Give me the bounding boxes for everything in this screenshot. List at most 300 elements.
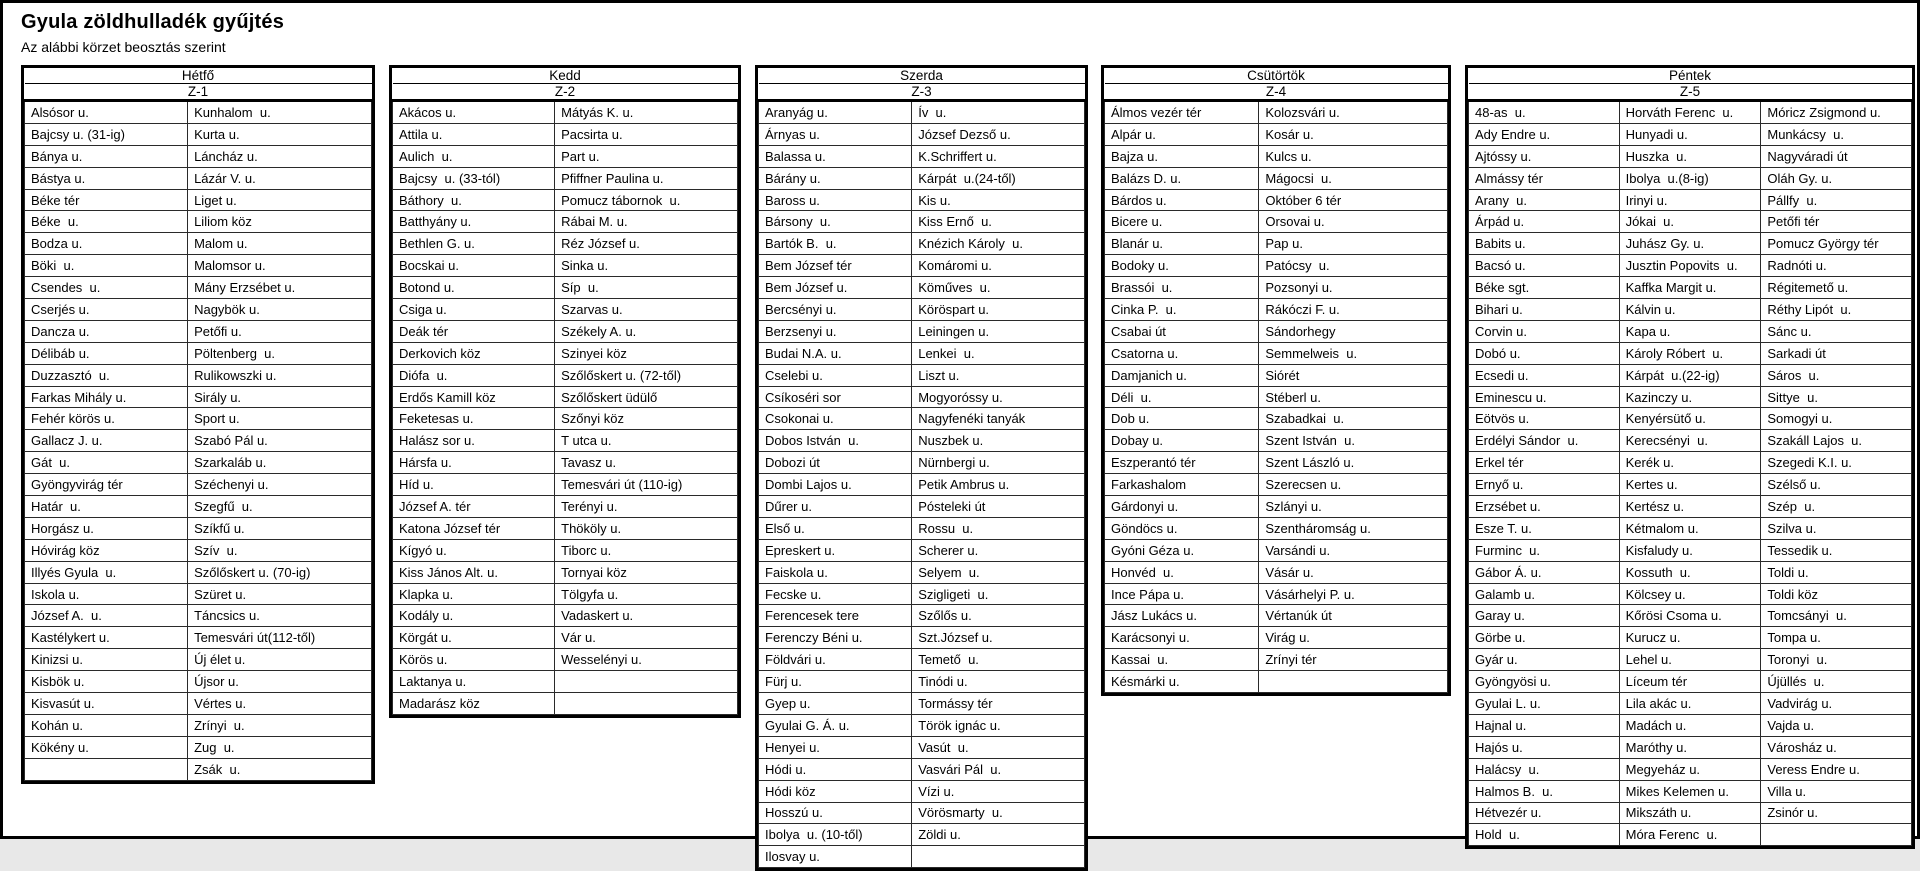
street-cell: Kulcs u. [1259,145,1448,167]
street-cell [912,846,1085,868]
street-cell: Mány Erzsébet u. [188,277,372,299]
collection-table-thursday [1101,65,1451,696]
table-row [1469,123,1912,145]
table-row [25,517,372,539]
street-cell: Szőlőskert u. (70-ig) [188,561,372,583]
street-cell: Szegedi K.I. u. [1761,452,1912,474]
street-cell: Újsor u. [188,671,372,693]
table-row [25,474,372,496]
street-cell: Tessedik u. [1761,539,1912,561]
street-cell: Fehér körös u. [25,408,188,430]
street-cell: Zöldi u. [912,824,1085,846]
street-cell: Táncsics u. [188,605,372,627]
table-row [759,517,1085,539]
street-cell: Eminescu u. [1469,386,1620,408]
table-row [25,605,372,627]
street-cell: Toldi u. [1761,561,1912,583]
table-row [25,649,372,671]
street-cell: Kárpát u.(24-től) [912,167,1085,189]
street-cell: Kiss Ernő u. [912,211,1085,233]
table-row [25,233,372,255]
street-cell: Patócsy u. [1259,255,1448,277]
table-row [393,649,738,671]
street-cell: Október 6 tér [1259,189,1448,211]
street-cell: Liliom köz [188,211,372,233]
street-cell: Horgász u. [25,517,188,539]
street-cell: Tavasz u. [555,452,738,474]
street-cell: Huszka u. [1619,145,1761,167]
table-row [393,189,738,211]
table-row [1469,649,1912,671]
day-header: Péntek [1469,68,1912,84]
table-row [1469,233,1912,255]
table-row [759,277,1085,299]
street-cell: Dűrer u. [759,496,912,518]
table-row [1469,101,1912,124]
table-row [759,430,1085,452]
street-cell: Kerecsényi u. [1619,430,1761,452]
street-cell: Báthory u. [393,189,555,211]
table-row [1105,364,1448,386]
zone-header: Z-4 [1105,84,1448,101]
street-cell: Késmárki u. [1105,671,1259,693]
table-row [393,693,738,715]
street-cell: Görbe u. [1469,627,1620,649]
table-row [1469,364,1912,386]
table-row [1469,474,1912,496]
street-cell: Mogyoróssy u. [912,386,1085,408]
collection-table-wednesday [755,65,1088,871]
table-row [759,496,1085,518]
street-cell: Ady Endre u. [1469,123,1620,145]
street-cell: Kaffka Margit u. [1619,277,1761,299]
street-cell: Földvári u. [759,649,912,671]
street-cell: Furminc u. [1469,539,1620,561]
street-cell: Sirály u. [188,386,372,408]
street-cell: Kohán u. [25,714,188,736]
table-row [1469,386,1912,408]
street-cell: Zug u. [188,736,372,758]
street-cell: Hétvezér u. [1469,802,1620,824]
street-cell: Akácos u. [393,101,555,124]
table-row [25,211,372,233]
street-cell: Kenyérsütő u. [1619,408,1761,430]
street-cell: Petik Ambrus u. [912,474,1085,496]
table-row [1469,605,1912,627]
street-cell: Szilva u. [1761,517,1912,539]
street-cell: Mágocsi u. [1259,167,1448,189]
street-cell: Szüret u. [188,583,372,605]
street-cell: Szarvas u. [555,299,738,321]
street-cell: Kálvin u. [1619,299,1761,321]
table-row [393,211,738,233]
table-row [759,583,1085,605]
table-row [25,299,372,321]
street-cell: Szt.József u. [912,627,1085,649]
table-row [759,123,1085,145]
street-cell: Lehel u. [1619,649,1761,671]
street-cell: Álmos vezér tér [1105,101,1259,124]
street-cell: Kökény u. [25,736,188,758]
street-cell: Baross u. [759,189,912,211]
street-cell: Sinka u. [555,255,738,277]
table-row [759,101,1085,124]
table-row [1105,277,1448,299]
street-cell: Körgát u. [393,627,555,649]
table-row [759,736,1085,758]
street-cell: Henyei u. [759,736,912,758]
street-cell: Gyulai L. u. [1469,693,1620,715]
street-cell: Gyár u. [1469,649,1620,671]
street-cell: Szív u. [188,539,372,561]
street-cell: Vörösmarty u. [912,802,1085,824]
table-row [25,101,372,124]
table-row [1469,693,1912,715]
street-cell: Eötvös u. [1469,408,1620,430]
street-cell: Hóvirág köz [25,539,188,561]
page-subtitle: Az alábbi körzet beosztás szerint [21,39,226,55]
table-row [759,474,1085,496]
street-cell: Kőrösi Csoma u. [1619,605,1761,627]
street-cell: Kolozsvári u. [1259,101,1448,124]
street-cell: Szent László u. [1259,452,1448,474]
street-cell: Katona József tér [393,517,555,539]
street-cell: Cselebi u. [759,364,912,386]
street-cell: Laktanya u. [393,671,555,693]
table-row [1469,452,1912,474]
street-cell: Kiss János Alt. u. [393,561,555,583]
table-row [1469,539,1912,561]
street-cell: Corvin u. [1469,320,1620,342]
street-cell: Gallacz J. u. [25,430,188,452]
table-row [1105,167,1448,189]
street-cell: Knézich Károly u. [912,233,1085,255]
table-row [1469,320,1912,342]
zone-header: Z-5 [1469,84,1912,101]
table-row [25,123,372,145]
street-cell: Garay u. [1469,605,1620,627]
street-cell: Toronyi u. [1761,649,1912,671]
street-cell: Körös u. [393,649,555,671]
table-row [393,496,738,518]
street-cell: Selyem u. [912,561,1085,583]
street-cell: Cserjés u. [25,299,188,321]
street-cell: Vértanúk út [1259,605,1448,627]
table-row [759,714,1085,736]
street-cell: Gyulai G. Á. u. [759,714,912,736]
table-row [393,167,738,189]
street-cell: Bodoky u. [1105,255,1259,277]
table-row [1105,474,1448,496]
street-cell: Szép u. [1761,496,1912,518]
table-row [759,671,1085,693]
street-cell: Juhász Gy. u. [1619,233,1761,255]
street-cell: Wesselényi u. [555,649,738,671]
street-cell: Kárpát u.(22-ig) [1619,364,1761,386]
street-cell: Mátyás K. u. [555,101,738,124]
table-row [393,299,738,321]
table-row [1469,342,1912,364]
table-row [1105,671,1448,693]
street-cell: Török ignác u. [912,714,1085,736]
table-row [393,233,738,255]
table-row [1105,145,1448,167]
street-cell: Kölcsey u. [1619,583,1761,605]
street-cell: Lenkei u. [912,342,1085,364]
table-row [393,561,738,583]
street-cell: Kunhalom u. [188,101,372,124]
street-cell: Hódi köz [759,780,912,802]
table-row [1469,167,1912,189]
table-row [1105,408,1448,430]
street-cell: Oláh Gy. u. [1761,167,1912,189]
table-row [25,167,372,189]
table-row [759,539,1085,561]
table-row [1469,277,1912,299]
street-cell: Nagyváradi út [1761,145,1912,167]
street-cell: Ferenczy Béni u. [759,627,912,649]
street-cell: Megyeház u. [1619,758,1761,780]
table-row [759,561,1085,583]
table-row [759,605,1085,627]
street-cell: Böki u. [25,255,188,277]
street-cell: Dobay u. [1105,430,1259,452]
table-row [759,189,1085,211]
street-cell: Aulich u. [393,145,555,167]
street-cell: Szentháromság u. [1259,517,1448,539]
street-cell: Honvéd u. [1105,561,1259,583]
table-row [393,430,738,452]
street-cell: Kurta u. [188,123,372,145]
street-cell: Balázs D. u. [1105,167,1259,189]
table-row [25,386,372,408]
table-row [1105,452,1448,474]
street-cell: Zsinór u. [1761,802,1912,824]
street-cell: Erzsébet u. [1469,496,1620,518]
street-cell: Tiborc u. [555,539,738,561]
street-cell: Malom u. [188,233,372,255]
street-cell: Móricz Zsigmond u. [1761,101,1912,124]
table-row [393,123,738,145]
street-cell: József A. u. [25,605,188,627]
street-cell: Réz József u. [555,233,738,255]
table-row [25,430,372,452]
street-cell: Pfiffner Paulina u. [555,167,738,189]
street-cell: Kazinczy u. [1619,386,1761,408]
street-cell: Halmos B. u. [1469,780,1620,802]
street-cell: Bajcsy u. (31-ig) [25,123,188,145]
street-cell: Blanár u. [1105,233,1259,255]
street-cell: Munkácsy u. [1761,123,1912,145]
table-row [393,101,738,124]
street-cell: Kertész u. [1619,496,1761,518]
table-row [25,561,372,583]
street-cell: Ferencesek tere [759,605,912,627]
street-cell: Thököly u. [555,517,738,539]
page-title: Gyula zöldhulladék gyűjtés [21,11,285,33]
street-cell: Esze T. u. [1469,517,1620,539]
table-row [759,627,1085,649]
street-cell: Gábor Á. u. [1469,561,1620,583]
street-cell: Radnóti u. [1761,255,1912,277]
street-cell: Villa u. [1761,780,1912,802]
street-cell: Kapa u. [1619,320,1761,342]
table-row [1105,627,1448,649]
street-cell: Újüllés u. [1761,671,1912,693]
street-cell: Liget u. [188,189,372,211]
street-cell: Attila u. [393,123,555,145]
table-row [1105,342,1448,364]
street-cell: Stéberl u. [1259,386,1448,408]
street-cell: Első u. [759,517,912,539]
street-cell: Somogyi u. [1761,408,1912,430]
street-cell: Hosszú u. [759,802,912,824]
street-cell: Nagybök u. [188,299,372,321]
table-row [759,693,1085,715]
street-cell: Városház u. [1761,736,1912,758]
street-cell: Ince Pápa u. [1105,583,1259,605]
table-row [759,802,1085,824]
table-row [25,277,372,299]
table-row [393,408,738,430]
street-cell: Székely A. u. [555,320,738,342]
street-cell: Temető u. [912,649,1085,671]
street-cell: Lázár V. u. [188,167,372,189]
table-row [759,233,1085,255]
table-row [1469,736,1912,758]
street-cell: Erdős Kamill köz [393,386,555,408]
street-cell: Kis u. [912,189,1085,211]
street-cell: Pomucz tábornok u. [555,189,738,211]
street-cell: Erdélyi Sándor u. [1469,430,1620,452]
table-row [25,320,372,342]
street-cell: Déli u. [1105,386,1259,408]
table-row [1105,123,1448,145]
street-cell: Bánya u. [25,145,188,167]
street-cell: Kossuth u. [1619,561,1761,583]
table-row [759,299,1085,321]
table-row [759,145,1085,167]
street-cell: Kastélykert u. [25,627,188,649]
street-cell: Kurucz u. [1619,627,1761,649]
table-row [393,277,738,299]
street-cell: Mikszáth u. [1619,802,1761,824]
street-cell: Irinyi u. [1619,189,1761,211]
street-cell: Bem József u. [759,277,912,299]
street-cell: Bársony u. [759,211,912,233]
table-row [759,386,1085,408]
street-cell: Temesvári út(112-től) [188,627,372,649]
street-cell: Pomucz György tér [1761,233,1912,255]
street-cell: Szakáll Lajos u. [1761,430,1912,452]
street-cell: Szlányi u. [1259,496,1448,518]
table-row [393,539,738,561]
street-cell: Sánc u. [1761,320,1912,342]
street-cell: Nürnbergi u. [912,452,1085,474]
street-cell: Pap u. [1259,233,1448,255]
street-cell: Széchenyi u. [188,474,372,496]
street-cell: Kosár u. [1259,123,1448,145]
street-cell: Hársfa u. [393,452,555,474]
table-row [1105,211,1448,233]
table-row [25,452,372,474]
street-cell: Bacsó u. [1469,255,1620,277]
table-row [1469,583,1912,605]
street-cell: Hunyadi u. [1619,123,1761,145]
table-row [1105,320,1448,342]
street-cell: Part u. [555,145,738,167]
table-row [393,342,738,364]
street-cell: Dobozi út [759,452,912,474]
street-cell: Babits u. [1469,233,1620,255]
street-cell: Szőlőskert üdülő [555,386,738,408]
street-cell: Terényi u. [555,496,738,518]
street-cell: Szőlőskert u. (72-től) [555,364,738,386]
street-cell: Vasvári Pál u. [912,758,1085,780]
street-cell: Fecske u. [759,583,912,605]
street-cell: Kodály u. [393,605,555,627]
street-cell: Klapka u. [393,583,555,605]
street-cell [1259,671,1448,693]
table-row [25,693,372,715]
street-cell: Erkel tér [1469,452,1620,474]
table-row [393,671,738,693]
street-cell: Szarkaláb u. [188,452,372,474]
table-row [759,452,1085,474]
street-cell: Dob u. [1105,408,1259,430]
table-row [25,758,372,780]
table-row [1469,255,1912,277]
day-header: Hétfő [25,68,372,84]
table-row [1105,496,1448,518]
street-cell: Dobos István u. [759,430,912,452]
table-row [25,364,372,386]
street-cell: Szent István u. [1259,430,1448,452]
street-cell: Halász sor u. [393,430,555,452]
table-row [759,780,1085,802]
street-cell: Scherer u. [912,539,1085,561]
street-cell: Károly Róbert u. [1619,342,1761,364]
street-cell: Zsák u. [188,758,372,780]
street-cell: Virág u. [1259,627,1448,649]
street-cell: Ilosvay u. [759,846,912,868]
street-cell: Petőfi tér [1761,211,1912,233]
street-cell: Farkashalom [1105,474,1259,496]
street-cell: Madách u. [1619,714,1761,736]
street-cell: Sándorhegy [1259,320,1448,342]
street-cell: Madarász köz [393,693,555,715]
street-cell: Kassai u. [1105,649,1259,671]
street-cell [555,693,738,715]
street-cell: Szigligeti u. [912,583,1085,605]
street-cell: Bajza u. [1105,145,1259,167]
table-row [1469,496,1912,518]
street-cell: Bethlen G. u. [393,233,555,255]
table-row [1105,517,1448,539]
street-cell: Varsándi u. [1259,539,1448,561]
street-cell: Rákóczi F. u. [1259,299,1448,321]
street-cell: Komáromi u. [912,255,1085,277]
street-cell: Hajnal u. [1469,714,1620,736]
street-cell: Pósteleki út [912,496,1085,518]
street-cell: Sittye u. [1761,386,1912,408]
table-row [25,189,372,211]
street-cell: Szerecsen u. [1259,474,1448,496]
street-cell: Almássy tér [1469,167,1620,189]
street-cell: Alsósor u. [25,101,188,124]
street-cell: Hajós u. [1469,736,1620,758]
street-cell: Új élet u. [188,649,372,671]
